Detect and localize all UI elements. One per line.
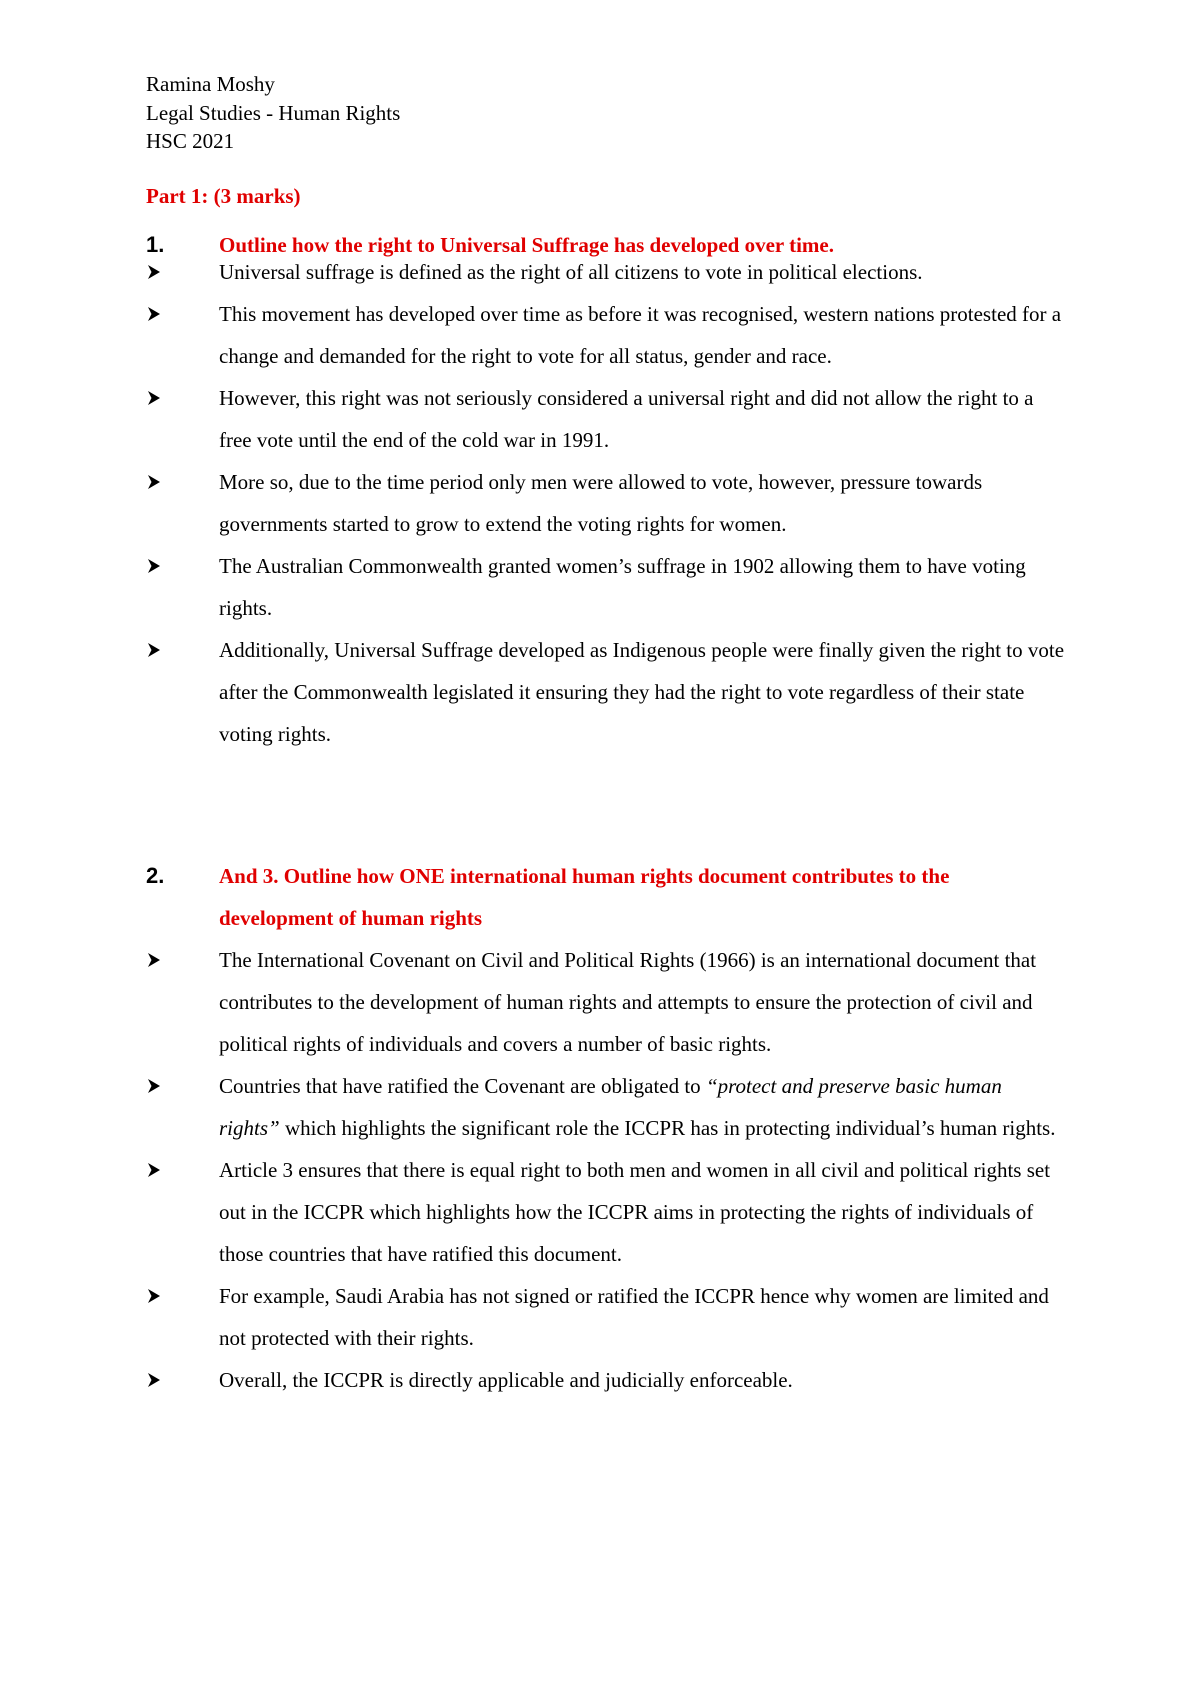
subject-line: Legal Studies - Human Rights <box>146 100 401 125</box>
bullet-list <box>146 939 1066 1401</box>
list-item <box>146 1359 1066 1401</box>
list-item <box>146 1065 1066 1149</box>
list-item <box>146 461 1066 545</box>
list-item <box>146 629 1066 755</box>
bullet-text <box>219 1065 1066 1149</box>
bullet-text: Universal suffrage is defined as the right of all citizens to vote in political elections. <box>219 260 923 284</box>
bullet-text: This movement has developed over time as before it was recognised, western nations protested for a change and demanded for the right to vote for all status, gender and race. <box>219 302 1062 368</box>
arrow-bullet-icon <box>146 939 219 981</box>
question-2 <box>146 855 1066 1401</box>
arrow-bullet-icon <box>146 293 219 335</box>
document-header <box>146 70 400 156</box>
list-item <box>146 251 1066 293</box>
arrow-bullet-icon <box>146 461 219 503</box>
question-1 <box>146 224 1066 755</box>
quoted-phrase: “protect and preserve basic human rights” <box>219 1074 1002 1140</box>
arrow-bullet-icon <box>146 545 219 587</box>
list-item <box>146 1275 1066 1359</box>
arrow-bullet-icon <box>146 377 219 419</box>
list-item <box>146 1149 1066 1275</box>
question-title: Outline how the right to Universal Suffrage has developed over time. <box>219 233 834 257</box>
list-item <box>146 293 1066 377</box>
year-line: HSC 2021 <box>146 129 235 153</box>
bullet-text: However, this right was not seriously considered a universal right and did not allow the right to a free vote until the end of the cold war in 1991. <box>219 386 1034 452</box>
bullet-text: For example, Saudi Arabia has not signed or ratified the ICCPR hence why women are limited and not protected with their rights. <box>219 1284 1049 1350</box>
arrow-bullet-icon <box>146 1065 219 1107</box>
list-item <box>146 939 1066 1065</box>
bullet-text: Additionally, Universal Suffrage developed as Indigenous people were finally given the right to vote after the Commonwealth legislated it ensuring they had the right to vote regardless of their state voting rights. <box>219 638 1065 746</box>
list-item <box>146 377 1066 461</box>
question-number: 1. <box>146 232 165 257</box>
arrow-bullet-icon <box>146 251 219 293</box>
author-name: Ramina Moshy <box>146 72 275 96</box>
bullet-list <box>146 251 1066 755</box>
arrow-bullet-icon <box>146 629 219 671</box>
arrow-bullet-icon <box>146 1275 219 1317</box>
bullet-text: More so, due to the time period only men were allowed to vote, however, pressure towards governments started to grow to extend the voting rights for women. <box>219 470 983 536</box>
bullet-text-before: Countries that have ratified the Covenant are obligated to <box>219 1074 706 1098</box>
arrow-bullet-icon <box>146 1359 219 1401</box>
question-title: And 3. Outline how ONE international human rights document contributes to the development of human rights <box>219 864 950 930</box>
part-heading: Part 1: (3 marks) <box>146 184 301 208</box>
bullet-text: The Australian Commonwealth granted women’s suffrage in 1902 allowing them to have voting rights. <box>219 554 1026 620</box>
question-number: 2. <box>146 863 165 888</box>
arrow-bullet-icon <box>146 1149 219 1191</box>
list-item <box>146 545 1066 629</box>
bullet-text-after: which highlights the significant role the ICCPR has in protecting individual’s human rights. <box>279 1116 1056 1140</box>
bullet-text: The International Covenant on Civil and Political Rights (1966) is an international document that contributes to the development of human rights and attempts to ensure the protection of civil and political rights of individuals and covers a number of basic rights. <box>219 948 1037 1056</box>
bullet-text: Overall, the ICCPR is directly applicable and judicially enforceable. <box>219 1368 793 1392</box>
bullet-text: Article 3 ensures that there is equal right to both men and women in all civil and political rights set out in the ICCPR which highlights how the ICCPR aims in protecting the rights of individuals of those countries that have ratified this document. <box>219 1158 1051 1266</box>
